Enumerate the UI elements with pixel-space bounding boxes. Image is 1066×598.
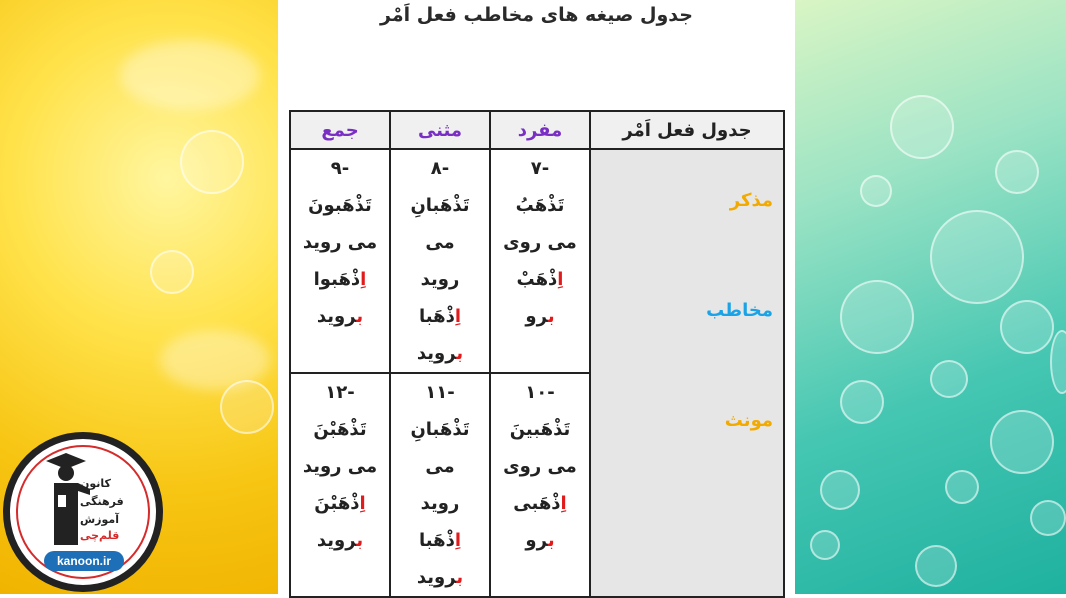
form-translation [391,559,489,596]
form-translation [391,335,489,372]
form-verb: تَذْهَبْنَ [313,419,367,440]
cell-form-7 [490,149,590,373]
translation-prefix: ب [356,306,364,327]
translation-rest: روید [416,343,457,364]
form-imperative [491,261,589,298]
cell-form-11 [390,373,490,597]
header-main: جدول فعل اَمْر [590,111,784,149]
cell-form-8 [390,149,490,373]
bokeh-decoration [930,360,968,398]
header-dual: مثنی [390,111,490,149]
form-verb: تَذْهَبانِ [410,195,470,216]
imperative-prefix: اِ [359,493,366,514]
logo-url: kanoon.ir [44,551,124,571]
translation-rest: روید [316,306,357,327]
bokeh-decoration [180,130,244,194]
logo-text-line: قلم‌چی [80,529,120,542]
translation-prefix: ب [456,567,464,588]
form-meaning: می روید [302,456,378,477]
imperative-stem: ذْهَبی [513,493,561,514]
bokeh-decoration [1000,300,1054,354]
cell-form-10 [490,373,590,597]
form-verb: تَذْهَبانِ [410,419,470,440]
imperative-stem: ذْهَبوا [313,269,361,290]
bokeh-decoration [1030,500,1066,536]
bokeh-decoration [945,470,979,504]
imperative-prefix: اِ [360,269,367,290]
bokeh-decoration [810,530,840,560]
bokeh-decoration [860,175,892,207]
form-meaning: می روی [503,456,577,477]
imperative-stem: ذْهَبْنَ [314,493,360,514]
cell-form-9 [290,149,390,373]
form-verb: تَذْهَبینَ [509,419,571,440]
bokeh-decoration [930,210,1024,304]
form-imperative [491,485,589,522]
form-imperative [391,298,489,335]
form-imperative [391,522,489,559]
bokeh-decoration [990,410,1054,474]
translation-prefix: ب [356,530,364,551]
translation-prefix: ب [456,343,464,364]
label-feminine: مونث [724,410,773,431]
form-meaning: روید [420,493,460,514]
bokeh-decoration [915,545,957,587]
translation-rest: رو [525,530,548,551]
imperative-prefix: اِ [454,530,461,551]
form-meaning: روید [420,269,460,290]
form-number: -۱۱ [425,382,455,403]
bokeh-decoration [820,470,860,510]
page-title: جدول صیغه های مخاطب فعل اَمْر [380,4,693,26]
side-labels-cell [590,149,784,597]
form-translation [491,298,589,335]
form-number: -۹ [330,158,350,179]
imperative-prefix: اِ [557,269,564,290]
logo-text-line: فرهنگی [80,495,124,508]
form-imperative [291,485,389,522]
form-meaning: می روی [503,232,577,253]
bokeh-decoration [150,250,194,294]
table-row-masculine [290,149,784,373]
form-verb: تَذْهَبونَ [308,195,372,216]
translation-prefix: ب [547,530,555,551]
bokeh-decoration [840,380,884,424]
logo-text-line: کانون [80,477,111,490]
imperative-prefix: اِ [454,306,461,327]
imperative-verb-table [289,110,785,598]
cell-form-12 [290,373,390,597]
form-meaning: می [425,232,455,253]
imperative-stem: ذْهَبا [419,530,455,551]
table-header-row [290,111,784,149]
bokeh-decoration [995,150,1039,194]
kanoon-logo [3,432,163,592]
form-translation [291,522,389,559]
form-number: -۱۰ [525,382,555,403]
form-meaning: می [425,456,455,477]
label-masculine: مذکر [729,190,773,211]
form-translation [491,522,589,559]
bokeh-decoration [840,280,914,354]
label-addressee: مخاطب [706,300,773,321]
translation-rest: روید [316,530,357,551]
document-page [278,0,795,594]
form-number: -۸ [430,158,450,179]
form-meaning: می روید [302,232,378,253]
form-translation [291,298,389,335]
header-singular: مفرد [490,111,590,149]
translation-prefix: ب [547,306,555,327]
imperative-stem: ذْهَبْ [516,269,558,290]
imperative-stem: ذْهَبا [419,306,455,327]
form-number: -۷ [530,158,550,179]
form-imperative [291,261,389,298]
header-plural: جمع [290,111,390,149]
translation-rest: روید [416,567,457,588]
translation-rest: رو [525,306,548,327]
imperative-prefix: اِ [560,493,567,514]
bokeh-decoration [890,95,954,159]
form-verb: تَذْهَبُ [515,195,565,216]
logo-text-line: آموزش [80,513,119,526]
bokeh-decoration [220,380,274,434]
cloud-decoration [120,40,260,110]
form-number: -۱۲ [325,382,355,403]
